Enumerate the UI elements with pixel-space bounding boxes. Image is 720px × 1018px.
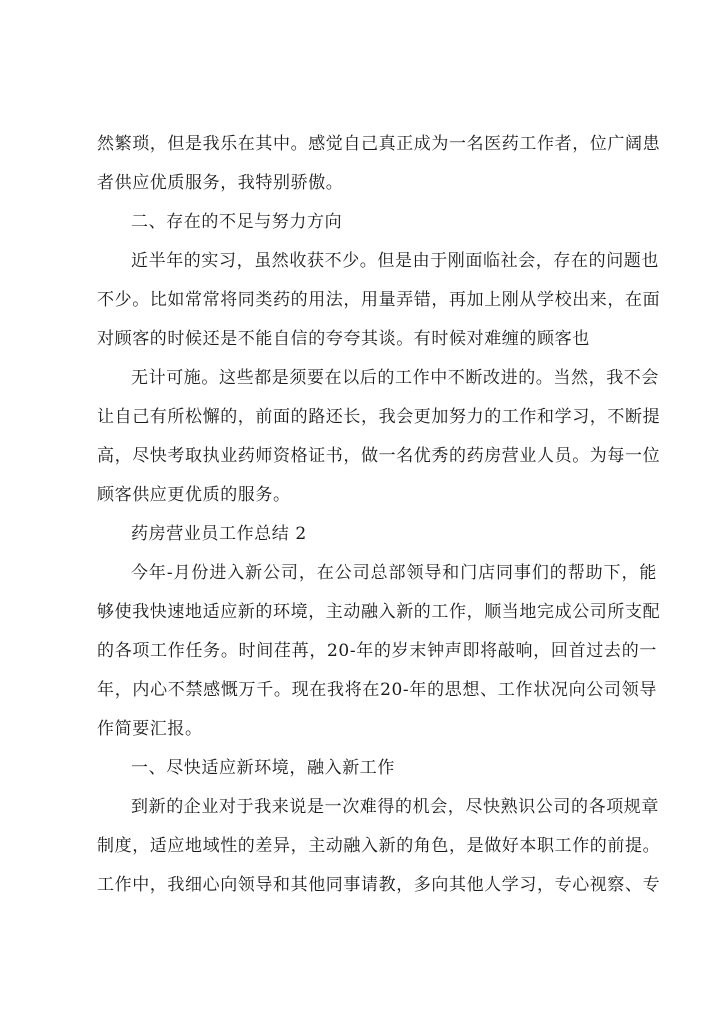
text-line: 者供应优质服务，我特别骄傲。 <box>97 173 344 193</box>
text-line: 然繁琐，但是我乐在其中。感觉自己真正成为一名医药工作者，位广阔患 <box>97 134 661 154</box>
text-line: 制度，适应地域性的差异，主动融入新的角色，是做好本职工作的前提。 <box>97 836 661 856</box>
text-line: 够使我快速地适应新的环境，主动融入新的工作，顺当地完成公司所支配 <box>97 602 661 622</box>
text-line: 今年-月份进入新公司，在公司总部领导和门店同事们的帮助下，能 <box>131 563 657 583</box>
text-line: 让自己有所松懈的，前面的路还长，我会更加努力的工作和学习，不断提 <box>97 407 661 427</box>
text-line: 高，尽快考取执业药师资格证书，做一名优秀的药房营业人员。为每一位 <box>97 446 661 466</box>
text-line: 工作中，我细心向领导和其他同事请教，多向其他人学习，专心视察、专 <box>97 875 661 895</box>
text-line: 年，内心不禁感慨万千。现在我将在20-年的思想、工作状况向公司领导 <box>97 680 657 700</box>
section-heading: 一、尽快适应新环境，融入新工作 <box>131 758 395 778</box>
text-line: 近半年的实习，虽然收获不少。但是由于刚面临社会，存在的问题也 <box>131 251 659 271</box>
text-line: 作简要汇报。 <box>97 719 203 739</box>
section-title: 药房营业员工作总结 2 <box>131 524 307 544</box>
text-line: 无计可施。这些都是须要在以后的工作中不断改进的。当然，我不会 <box>131 368 659 388</box>
text-line: 对顾客的时候还是不能自信的夸夸其谈。有时候对难缠的顾客也 <box>97 329 590 349</box>
text-line: 不少。比如常常将同类药的用法，用量弄错，再加上刚从学校出来，在面 <box>97 290 661 310</box>
text-line: 的各项工作任务。时间荏苒，20-年的岁末钟声即将敲响，回首过去的一 <box>97 641 657 661</box>
text-line: 到新的企业对于我来说是一次难得的机会，尽快熟识公司的各项规章 <box>131 797 659 817</box>
text-line: 顾客供应更优质的服务。 <box>97 485 291 505</box>
section-heading: 二、存在的不足与努力方向 <box>131 212 343 232</box>
